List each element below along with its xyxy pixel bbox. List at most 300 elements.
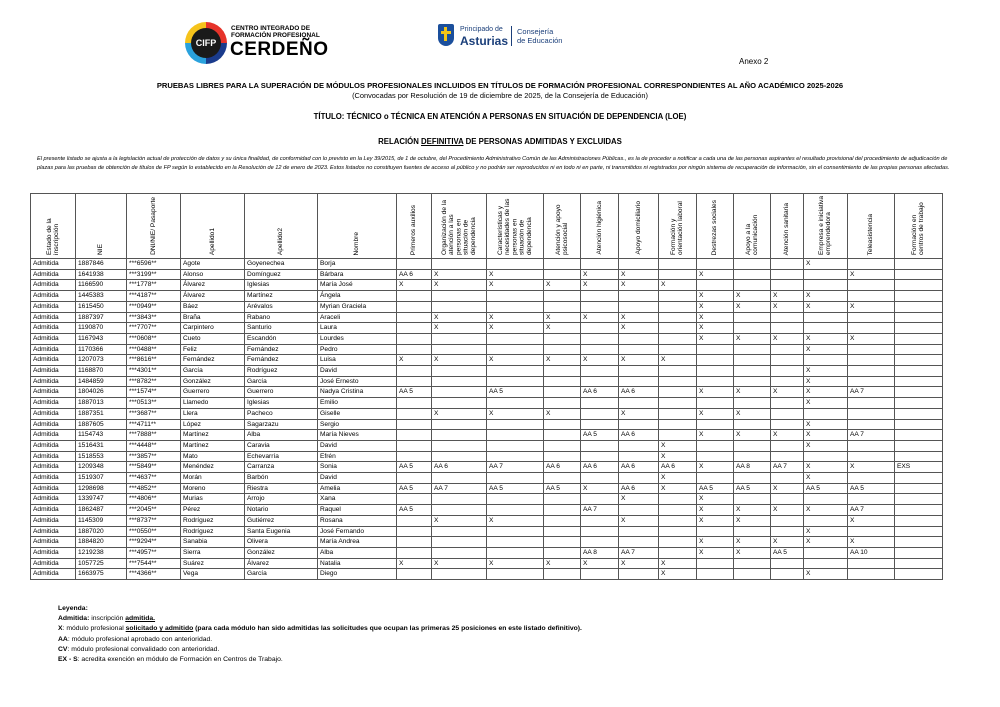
table-cell: X — [397, 280, 432, 291]
column-header: Apoyo domiciliario — [619, 194, 659, 259]
table-cell: X — [804, 301, 848, 312]
table-cell: 1207073 — [76, 355, 127, 366]
table-cell — [487, 494, 544, 505]
table-cell: ***1778** — [127, 280, 181, 291]
table-cell: Admitida — [31, 419, 76, 430]
table-cell — [581, 494, 619, 505]
table-cell — [771, 558, 804, 569]
privacy-notice: El presente listado se ajusta a la legislación actual de protección de datos y su única finalidad, de conformidad con lo previsto en la Ley 39/2015, de 1 de octubre, del Procedimiento Administrativo Común de las Administraciones Públicas., es la de proceder a notificar a cada una de las personas aspirantes el resultado provisional del procedimiento de adjudicación de plazas para las pruebas de obtención de títulos de FP según lo establecido en la Resolución de 12 de enero de 2023. Estos listados no constituyen fuentes de acceso al público y no podrán ser reproducidos ni en todo ni en parte, ni transmitidos ni registrados por ningún sistema de recuperación de información, sin el consentimiento de las propias personas afectadas. — [37, 156, 950, 172]
table-cell: X — [734, 515, 771, 526]
table-cell — [397, 398, 432, 409]
table-cell: X — [619, 323, 659, 334]
table-cell: ***3857** — [127, 451, 181, 462]
table-cell: Myrian Graciela — [318, 301, 397, 312]
table-cell: Rodríguez — [245, 366, 318, 377]
table-cell: Agote — [181, 259, 245, 270]
table-cell: AA 10 — [848, 547, 895, 558]
table-cell — [659, 291, 697, 302]
table-cell — [432, 344, 487, 355]
table-cell: David — [318, 440, 397, 451]
table-cell — [581, 323, 619, 334]
table-cell: Llera — [181, 408, 245, 419]
table-cell — [544, 515, 581, 526]
asturias-shield-icon — [438, 24, 454, 46]
table-cell — [734, 419, 771, 430]
table-cell: Admitida — [31, 440, 76, 451]
table-cell: Martínez — [181, 440, 245, 451]
table-cell: X — [487, 355, 544, 366]
table-cell — [697, 344, 734, 355]
table-cell: González — [245, 547, 318, 558]
table-cell: María Andrea — [318, 537, 397, 548]
table-cell: Riestra — [245, 483, 318, 494]
table-row — [31, 355, 943, 366]
table-cell: AA 5 — [397, 387, 432, 398]
table-cell: Rodríguez — [181, 515, 245, 526]
table-cell: ***4366** — [127, 569, 181, 580]
table-cell — [397, 451, 432, 462]
table-cell: David — [318, 473, 397, 484]
table-cell — [848, 398, 895, 409]
table-cell — [432, 259, 487, 270]
table-cell: Admitida — [31, 366, 76, 377]
column-header: Atención higiénica — [581, 194, 619, 259]
table-cell — [804, 323, 848, 334]
table-cell — [895, 558, 943, 569]
table-cell — [432, 505, 487, 516]
table-cell — [397, 537, 432, 548]
table-cell: ***5849** — [127, 462, 181, 473]
table-cell: Luisa — [318, 355, 397, 366]
table-cell: María Nieves — [318, 430, 397, 441]
consejeria-line1: Consejería — [517, 27, 554, 36]
table-cell: Báez — [181, 301, 245, 312]
table-cell: 1219238 — [76, 547, 127, 558]
table-cell: Moreno — [181, 483, 245, 494]
table-cell — [734, 398, 771, 409]
table-cell — [771, 515, 804, 526]
table-cell: AA 7 — [848, 387, 895, 398]
table-cell: X — [804, 462, 848, 473]
table-cell — [848, 366, 895, 377]
table-cell: 1154743 — [76, 430, 127, 441]
table-cell: Admitida — [31, 537, 76, 548]
table-cell: Admitida — [31, 259, 76, 270]
table-cell: ***6596** — [127, 259, 181, 270]
table-cell: X — [544, 408, 581, 419]
table-row — [31, 269, 943, 280]
degree-title: TÍTULO: TÉCNICO o TÉCNICA EN ATENCIÓN A PERSONAS EN SITUACIÓN DE DEPENDENCIA (LOE) — [313, 112, 687, 121]
table-cell — [697, 569, 734, 580]
table-cell — [397, 419, 432, 430]
table-cell — [848, 312, 895, 323]
table-cell: Admitida — [31, 547, 76, 558]
table-cell — [544, 419, 581, 430]
table-cell — [734, 323, 771, 334]
table-cell: Pérez — [181, 505, 245, 516]
table-cell: X — [734, 291, 771, 302]
table-cell — [734, 312, 771, 323]
table-cell: Admitida — [31, 451, 76, 462]
table-cell — [734, 376, 771, 387]
table-cell: X — [487, 515, 544, 526]
table-cell: X — [397, 558, 432, 569]
table-cell — [487, 344, 544, 355]
table-cell — [581, 376, 619, 387]
table-cell — [544, 344, 581, 355]
cifp-logo — [185, 22, 329, 64]
table-cell: X — [581, 269, 619, 280]
table-cell: Alba — [318, 547, 397, 558]
table-cell — [619, 526, 659, 537]
table-cell: Natalia — [318, 558, 397, 569]
table-row — [31, 376, 943, 387]
table-cell: ***0550** — [127, 526, 181, 537]
table-cell: Suárez — [181, 558, 245, 569]
table-cell: X — [804, 440, 848, 451]
table-cell — [544, 537, 581, 548]
table-cell: X — [734, 537, 771, 548]
table-cell — [397, 259, 432, 270]
table-cell: Borja — [318, 259, 397, 270]
table-cell — [848, 526, 895, 537]
table-cell: Admitida — [31, 323, 76, 334]
table-cell: Nadya Cristina — [318, 387, 397, 398]
table-cell: X — [697, 301, 734, 312]
table-cell — [619, 291, 659, 302]
table-cell: AA 6 — [432, 462, 487, 473]
table-cell: ***8737** — [127, 515, 181, 526]
table-cell — [544, 440, 581, 451]
table-cell: ***4852** — [127, 483, 181, 494]
table-cell: EXS — [895, 462, 943, 473]
table-cell — [432, 526, 487, 537]
table-cell: X — [697, 515, 734, 526]
table-cell: AA 5 — [487, 387, 544, 398]
table-cell — [581, 408, 619, 419]
table-header-row — [31, 194, 943, 259]
table-cell: X — [432, 515, 487, 526]
table-cell: AA 5 — [697, 483, 734, 494]
table-cell — [397, 312, 432, 323]
table-cell — [432, 291, 487, 302]
table-cell: Admitida — [31, 269, 76, 280]
column-header: Formación en centros de trabajo — [895, 194, 943, 259]
table-cell — [544, 451, 581, 462]
column-header: Teleasistencia — [848, 194, 895, 259]
table-cell: ***4301** — [127, 366, 181, 377]
table-cell — [544, 301, 581, 312]
table-cell — [544, 291, 581, 302]
table-cell: AA 7 — [848, 430, 895, 441]
legend — [58, 604, 582, 665]
table-cell: X — [697, 323, 734, 334]
table-cell: Ángela — [318, 291, 397, 302]
table-row — [31, 462, 943, 473]
table-cell: 1884820 — [76, 537, 127, 548]
table-cell: X — [848, 462, 895, 473]
table-cell: Rodríguez — [181, 526, 245, 537]
table-cell: Morán — [181, 473, 245, 484]
table-cell — [848, 473, 895, 484]
table-cell: AA 6 — [619, 430, 659, 441]
table-cell — [697, 376, 734, 387]
table-cell — [432, 430, 487, 441]
table-cell — [619, 440, 659, 451]
table-cell: Diego — [318, 569, 397, 580]
table-cell — [697, 451, 734, 462]
table-cell: Sagarzazu — [245, 419, 318, 430]
table-cell — [771, 419, 804, 430]
table-cell: X — [804, 387, 848, 398]
table-cell: Amelia — [318, 483, 397, 494]
table-cell — [771, 398, 804, 409]
legend-aa: AA: módulo profesional aprobado con anterioridad. — [58, 635, 213, 643]
table-cell: X — [619, 558, 659, 569]
table-cell: 1519307 — [76, 473, 127, 484]
table-cell: Vega — [181, 569, 245, 580]
table-cell: Caravia — [245, 440, 318, 451]
table-cell: Menéndez — [181, 462, 245, 473]
table-cell — [659, 419, 697, 430]
table-cell — [734, 269, 771, 280]
table-cell: ***4637** — [127, 473, 181, 484]
table-row — [31, 569, 943, 580]
table-cell — [895, 547, 943, 558]
table-cell: X — [487, 323, 544, 334]
table-row — [31, 291, 943, 302]
legend-cv: CV: módulo profesional convalidado con anterioridad. — [58, 645, 220, 653]
table-cell: AA 7 — [432, 483, 487, 494]
table-row — [31, 547, 943, 558]
table-cell — [487, 430, 544, 441]
table-row — [31, 259, 943, 270]
table-cell: X — [804, 333, 848, 344]
table-cell — [487, 473, 544, 484]
table-cell: X — [804, 259, 848, 270]
table-cell — [619, 451, 659, 462]
table-cell: 1887020 — [76, 526, 127, 537]
table-row — [31, 537, 943, 548]
table-cell: X — [697, 333, 734, 344]
table-cell — [734, 569, 771, 580]
table-cell: Bárbara — [318, 269, 397, 280]
table-cell: AA 5 — [487, 483, 544, 494]
table-cell: Admitida — [31, 505, 76, 516]
table-cell — [771, 312, 804, 323]
table-cell — [397, 376, 432, 387]
table-cell — [804, 515, 848, 526]
table-cell: ***0488** — [127, 344, 181, 355]
table-cell: AA 5 — [397, 505, 432, 516]
table-cell: Lourdes — [318, 333, 397, 344]
table-cell — [432, 473, 487, 484]
table-cell: David — [318, 366, 397, 377]
table-cell — [895, 440, 943, 451]
table-cell — [581, 366, 619, 377]
table-cell — [659, 398, 697, 409]
table-cell — [771, 269, 804, 280]
table-cell — [895, 355, 943, 366]
asturias-line1: Principado de — [460, 26, 503, 33]
table-cell: X — [771, 387, 804, 398]
table-cell: X — [771, 301, 804, 312]
table-cell — [895, 366, 943, 377]
table-cell: ***2045** — [127, 505, 181, 516]
table-cell: 1887846 — [76, 259, 127, 270]
table-cell — [487, 547, 544, 558]
table-row — [31, 408, 943, 419]
table-cell: Laura — [318, 323, 397, 334]
table-cell: X — [804, 526, 848, 537]
table-cell: 1641938 — [76, 269, 127, 280]
table-cell: X — [697, 537, 734, 548]
table-cell: Admitida — [31, 333, 76, 344]
table-cell: X — [432, 323, 487, 334]
column-header: Organización de la atención a las personas en situación de dependencia — [432, 194, 487, 259]
table-cell — [771, 526, 804, 537]
table-cell: Emilio — [318, 398, 397, 409]
table-cell — [659, 505, 697, 516]
table-cell — [771, 355, 804, 366]
admissions-table-wrapper — [30, 193, 943, 580]
table-cell: 1145309 — [76, 515, 127, 526]
table-cell: X — [804, 505, 848, 516]
table-cell: García — [181, 366, 245, 377]
table-cell — [697, 366, 734, 377]
table-cell: X — [432, 280, 487, 291]
table-cell: X — [804, 569, 848, 580]
table-cell: AA 6 — [619, 462, 659, 473]
table-cell — [804, 355, 848, 366]
table-cell: Santa Eugenia — [245, 526, 318, 537]
table-cell — [895, 312, 943, 323]
table-cell — [619, 505, 659, 516]
table-cell: José Ernesto — [318, 376, 397, 387]
table-cell: López — [181, 419, 245, 430]
table-cell — [734, 473, 771, 484]
table-cell — [397, 408, 432, 419]
table-cell — [697, 526, 734, 537]
table-cell: Sergio — [318, 419, 397, 430]
table-cell — [487, 569, 544, 580]
table-cell: ***1574** — [127, 387, 181, 398]
table-cell — [804, 269, 848, 280]
table-cell: AA 6 — [619, 483, 659, 494]
table-cell — [895, 483, 943, 494]
table-cell — [544, 547, 581, 558]
table-cell — [771, 494, 804, 505]
column-header: Destrezas sociales — [697, 194, 734, 259]
table-cell: 1209348 — [76, 462, 127, 473]
table-cell: X — [848, 333, 895, 344]
table-cell — [848, 323, 895, 334]
table-row — [31, 526, 943, 537]
table-cell: Olivera — [245, 537, 318, 548]
table-cell — [848, 451, 895, 462]
table-cell — [895, 280, 943, 291]
table-cell: X — [771, 537, 804, 548]
table-cell — [397, 301, 432, 312]
table-cell — [544, 430, 581, 441]
table-cell: AA 5 — [581, 430, 619, 441]
table-row — [31, 280, 943, 291]
table-cell — [697, 280, 734, 291]
table-cell: Domínguez — [245, 269, 318, 280]
table-cell: X — [697, 291, 734, 302]
table-cell: Fernández — [181, 355, 245, 366]
table-cell: AA 8 — [734, 462, 771, 473]
table-cell: Llamedo — [181, 398, 245, 409]
table-cell — [895, 537, 943, 548]
table-cell: Martínez — [181, 430, 245, 441]
table-cell — [544, 473, 581, 484]
table-cell — [581, 259, 619, 270]
table-cell — [895, 473, 943, 484]
table-cell: Carranza — [245, 462, 318, 473]
table-cell — [804, 280, 848, 291]
table-cell: X — [659, 451, 697, 462]
table-cell: X — [734, 387, 771, 398]
table-cell — [581, 398, 619, 409]
table-cell — [659, 494, 697, 505]
table-cell — [895, 515, 943, 526]
table-cell: X — [659, 355, 697, 366]
table-cell — [659, 547, 697, 558]
column-header: Apoyo a la comunicación — [734, 194, 771, 259]
table-cell: X — [659, 558, 697, 569]
table-cell — [432, 333, 487, 344]
table-cell — [659, 408, 697, 419]
table-cell: Giselle — [318, 408, 397, 419]
table-cell: X — [619, 312, 659, 323]
table-cell: X — [487, 312, 544, 323]
table-cell — [734, 355, 771, 366]
table-cell — [487, 259, 544, 270]
table-cell — [771, 440, 804, 451]
table-cell: X — [619, 280, 659, 291]
table-cell: 1862487 — [76, 505, 127, 516]
table-cell — [544, 526, 581, 537]
table-cell: X — [771, 483, 804, 494]
table-cell — [659, 537, 697, 548]
table-cell: X — [697, 387, 734, 398]
table-cell: 1170366 — [76, 344, 127, 355]
table-cell: Pedro — [318, 344, 397, 355]
table-cell: AA 6 — [397, 269, 432, 280]
table-cell — [895, 387, 943, 398]
table-cell: ***7888** — [127, 430, 181, 441]
table-cell: Admitida — [31, 280, 76, 291]
cifp-line2: FORMACIÓN PROFESIONAL — [231, 32, 320, 39]
column-header: Atención sanitaria — [771, 194, 804, 259]
table-row — [31, 440, 943, 451]
table-cell — [397, 440, 432, 451]
table-cell — [848, 259, 895, 270]
table-cell: Guerrero — [245, 387, 318, 398]
table-cell — [397, 323, 432, 334]
table-row — [31, 419, 943, 430]
table-cell: ***8782** — [127, 376, 181, 387]
table-cell — [659, 259, 697, 270]
table-cell: ***3843** — [127, 312, 181, 323]
table-row — [31, 494, 943, 505]
table-cell: Álvarez — [181, 280, 245, 291]
table-cell — [895, 408, 943, 419]
table-cell — [487, 366, 544, 377]
table-cell: AA 5 — [397, 483, 432, 494]
table-cell: Admitida — [31, 355, 76, 366]
